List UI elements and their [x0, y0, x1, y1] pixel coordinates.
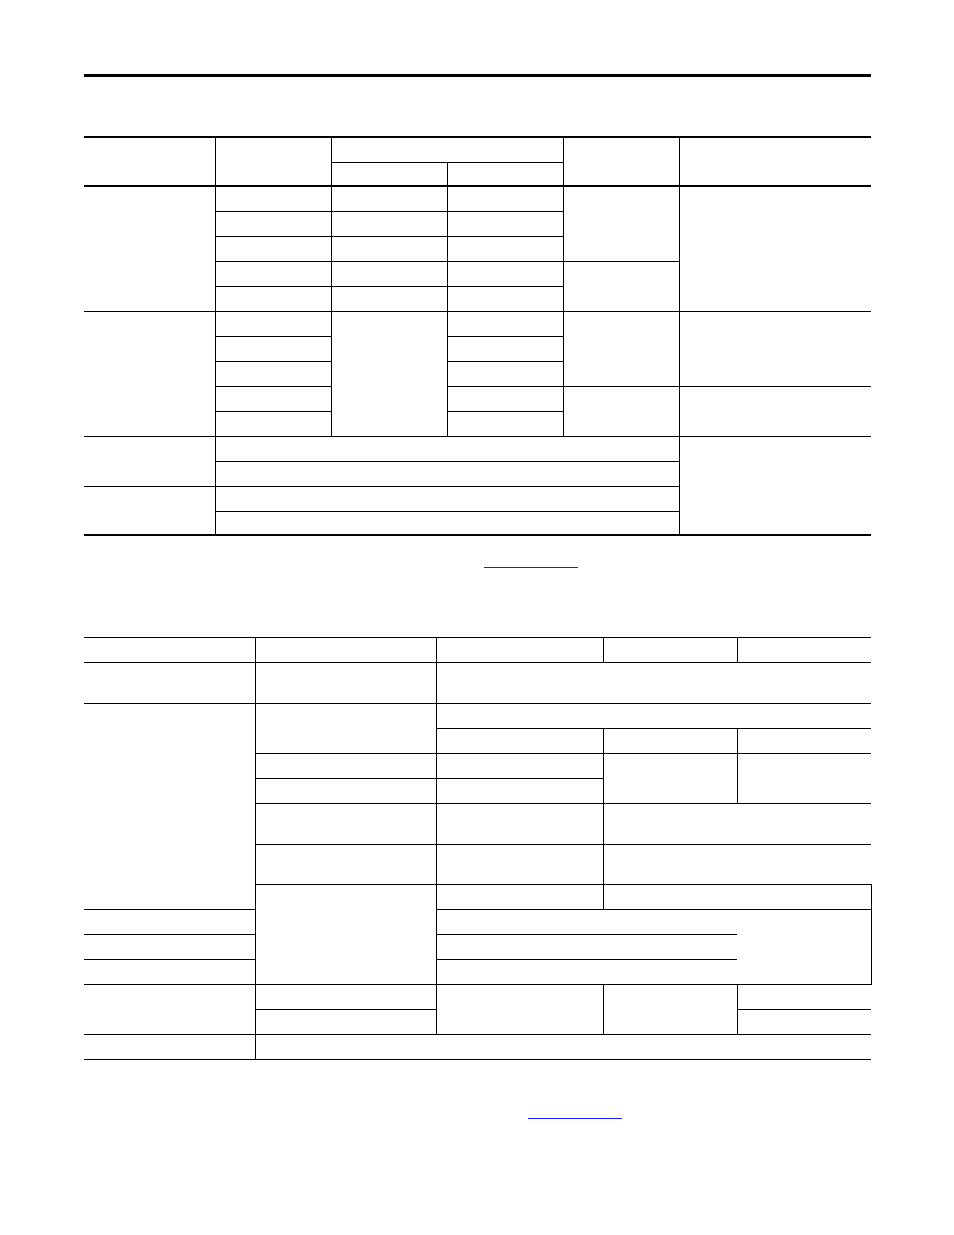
specifications-table-1 [84, 136, 871, 536]
table-1-cell [215, 261, 331, 286]
table-2-subheader-cell [603, 729, 737, 754]
table-2-subheader-cell [436, 729, 603, 754]
table-1-cell [447, 286, 563, 311]
table-2-cell [84, 935, 255, 960]
table-2-merged-cell [436, 663, 871, 704]
table-2-cell [84, 910, 255, 935]
table-1-header-cell [563, 137, 679, 186]
table-2-header-cell [436, 638, 603, 663]
table-1-merged-cell [215, 486, 679, 511]
table-1-cell [331, 211, 447, 236]
cross-reference-link-1[interactable] [484, 567, 578, 568]
table-2-cell [436, 885, 603, 910]
table-2-cell [603, 754, 737, 804]
table-1-cell [215, 311, 331, 336]
table-2-cell [436, 985, 603, 1035]
table-1-cell [563, 261, 679, 311]
table-1-merged-cell [215, 436, 679, 461]
table-1-row-label-cell [84, 486, 215, 535]
table-1-cell [447, 336, 563, 361]
table-2-merged-cell [255, 1035, 871, 1060]
table-2-merged-cell [436, 704, 871, 729]
table-1-cell [215, 361, 331, 386]
table-2-cell [255, 704, 436, 754]
table-2-merged-cell [436, 910, 737, 935]
table-2-cell [255, 845, 436, 885]
table-1-cell [215, 336, 331, 361]
table-2-row-label-cell [84, 1035, 255, 1060]
table-1-cell [215, 211, 331, 236]
table-1-row-label-cell [84, 311, 215, 436]
table-1-header-group-cell [331, 137, 563, 162]
table-2-cell [84, 960, 255, 985]
cross-reference-link-2[interactable] [528, 1118, 622, 1119]
table-1-cell [447, 311, 563, 336]
table-1-cell [563, 186, 679, 261]
table-2-cell [436, 804, 603, 845]
table-1-cell [331, 261, 447, 286]
table-1-cell [447, 411, 563, 436]
table-2-cell [255, 754, 436, 779]
table-2-cell [255, 985, 436, 1010]
table-1-header-cell [679, 137, 871, 186]
table-1-row-label-cell [84, 436, 215, 486]
table-1-cell [447, 236, 563, 261]
table-1-cell [331, 236, 447, 261]
table-1-cell [215, 411, 331, 436]
table-2-cell [436, 845, 603, 885]
table-2-header-cell [737, 638, 871, 663]
table-1-cell [679, 311, 871, 386]
table-1-cell [563, 311, 679, 386]
table-2-cell [255, 804, 436, 845]
table-1-cell [331, 186, 447, 211]
table-2-cell [737, 985, 871, 1010]
table-2-row-label-cell [255, 885, 436, 985]
table-2-row-label-cell [84, 704, 255, 910]
table-1-cell [331, 286, 447, 311]
table-1-cell [331, 311, 447, 436]
table-1-cell [215, 236, 331, 261]
table-2-header-cell [603, 638, 737, 663]
table-2-cell [255, 779, 436, 804]
table-1-merged-cell [215, 461, 679, 486]
table-1-cell [447, 386, 563, 411]
table-1-cell [215, 386, 331, 411]
table-1-cell [679, 186, 871, 311]
table-1-header-cell [84, 137, 215, 186]
table-1-subheader-cell [331, 162, 447, 186]
table-1-cell [447, 361, 563, 386]
table-1-merged-cell [215, 511, 679, 535]
table-2-merged-cell [603, 845, 871, 885]
page-header-rule [84, 74, 871, 77]
table-1-cell [215, 186, 331, 211]
table-2-cell [737, 1010, 871, 1035]
table-1-row-label-cell [84, 186, 215, 311]
table-1-header-cell [215, 137, 331, 186]
table-2-merged-cell [436, 935, 737, 960]
table-1-subheader-cell [447, 162, 563, 186]
table-2-cell [255, 1010, 436, 1035]
table-2-merged-cell [603, 885, 871, 910]
specifications-table-2 [84, 637, 871, 1060]
table-2-row-label-cell [84, 985, 255, 1035]
table-1-cell [447, 186, 563, 211]
table-1-cell [679, 436, 871, 535]
table-2-cell [436, 779, 603, 804]
table-1-cell [563, 386, 679, 436]
table-2-merged-cell [436, 960, 737, 985]
table-1-cell [447, 261, 563, 286]
table-2-cell [436, 754, 603, 779]
table-1-cell [447, 211, 563, 236]
table-2-subheader-cell [737, 729, 871, 754]
table-1-cell [679, 386, 871, 436]
table-1-cell [215, 286, 331, 311]
table-2-cell [737, 754, 871, 804]
table-2-header-cell [255, 638, 436, 663]
table-2-cell [255, 663, 436, 704]
table-2-header-cell [84, 638, 255, 663]
table-2-row-label-cell [84, 663, 255, 704]
table-2-merged-cell [603, 804, 871, 845]
table-2-cell [603, 985, 737, 1035]
